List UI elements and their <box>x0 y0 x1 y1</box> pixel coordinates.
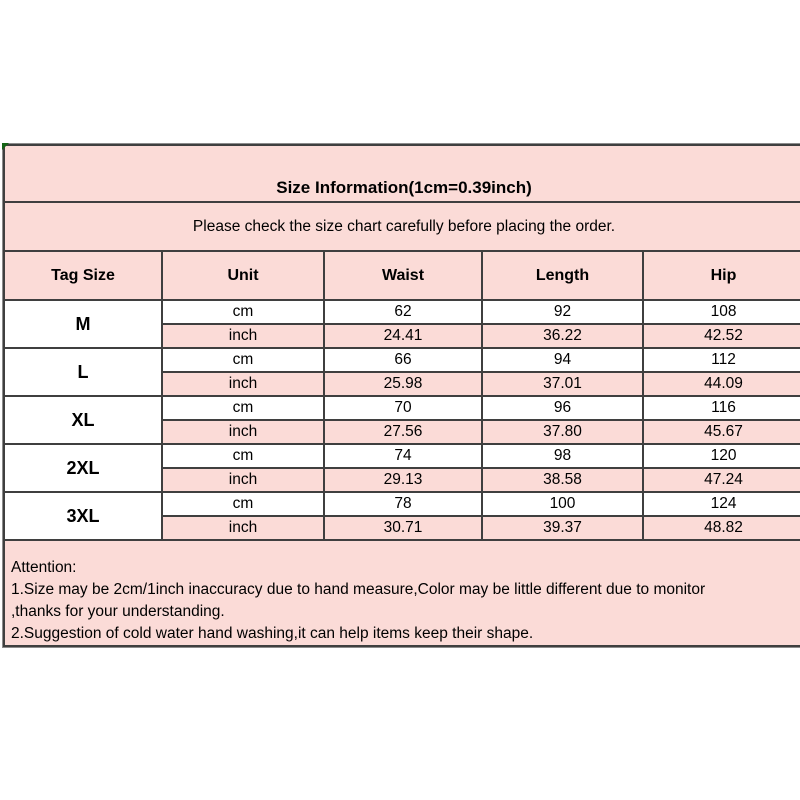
green-corner-marker-icon <box>2 143 9 150</box>
column-header-waist: Waist <box>324 251 482 300</box>
measurement-cell: 24.41 <box>324 324 482 348</box>
title-row <box>4 145 800 202</box>
unit-cell: inch <box>162 516 324 540</box>
table-row-2xl-cm <box>4 444 800 468</box>
measurement-cell: 124 <box>643 492 800 516</box>
unit-cell: inch <box>162 372 324 396</box>
measurement-cell: 116 <box>643 396 800 420</box>
unit-cell: cm <box>162 444 324 468</box>
unit-cell: inch <box>162 420 324 444</box>
unit-cell: cm <box>162 396 324 420</box>
measurement-cell: 48.82 <box>643 516 800 540</box>
measurement-cell: 94 <box>482 348 643 372</box>
measurement-cell: 108 <box>643 300 800 324</box>
measurement-cell: 30.71 <box>324 516 482 540</box>
measurement-cell: 92 <box>482 300 643 324</box>
measurement-cell: 25.98 <box>324 372 482 396</box>
tag-size-cell: 2XL <box>4 444 162 492</box>
table-row-l-cm <box>4 348 800 372</box>
attention-line-2: ,thanks for your understanding. <box>11 603 225 620</box>
measurement-cell: 45.67 <box>643 420 800 444</box>
unit-cell: inch <box>162 324 324 348</box>
subtitle-row <box>4 202 800 251</box>
measurement-cell: 37.80 <box>482 420 643 444</box>
size-chart-table <box>3 144 800 647</box>
measurement-cell: 96 <box>482 396 643 420</box>
measurement-cell: 100 <box>482 492 643 516</box>
measurement-cell: 66 <box>324 348 482 372</box>
column-header-unit: Unit <box>162 251 324 300</box>
size-chart-title: Size Information(1cm=0.39inch) <box>4 145 800 202</box>
column-header-length: Length <box>482 251 643 300</box>
measurement-cell: 62 <box>324 300 482 324</box>
measurement-cell: 27.56 <box>324 420 482 444</box>
column-header-hip: Hip <box>643 251 800 300</box>
attention-line-1: 1.Size may be 2cm/1inch inaccuracy due to hand measure,Color may be little different due to monitor <box>11 581 706 598</box>
measurement-cell: 74 <box>324 444 482 468</box>
column-header-tag-size: Tag Size <box>4 251 162 300</box>
measurement-cell: 37.01 <box>482 372 643 396</box>
measurement-cell: 42.52 <box>643 324 800 348</box>
tag-size-cell: L <box>4 348 162 396</box>
attention-heading: Attention: <box>11 559 77 576</box>
attention-line-3: 2.Suggestion of cold water hand washing,it can help items keep their shape. <box>11 625 534 642</box>
measurement-cell: 38.58 <box>482 468 643 492</box>
tag-size-cell: XL <box>4 396 162 444</box>
measurement-cell: 29.13 <box>324 468 482 492</box>
measurement-cell: 98 <box>482 444 643 468</box>
table-row-xl-cm <box>4 396 800 420</box>
attention-note <box>4 540 800 646</box>
table-row-3xl-cm <box>4 492 800 516</box>
tag-size-cell: M <box>4 300 162 348</box>
unit-cell: cm <box>162 492 324 516</box>
size-chart <box>2 143 800 648</box>
unit-cell: cm <box>162 348 324 372</box>
measurement-cell: 47.24 <box>643 468 800 492</box>
measurement-cell: 120 <box>643 444 800 468</box>
tag-size-cell: 3XL <box>4 492 162 540</box>
measurement-cell: 44.09 <box>643 372 800 396</box>
measurement-cell: 78 <box>324 492 482 516</box>
measurement-cell: 70 <box>324 396 482 420</box>
attention-row <box>4 540 800 646</box>
header-row <box>4 251 800 300</box>
measurement-cell: 112 <box>643 348 800 372</box>
measurement-cell: 36.22 <box>482 324 643 348</box>
table-row-m-cm <box>4 300 800 324</box>
unit-cell: inch <box>162 468 324 492</box>
measurement-cell: 39.37 <box>482 516 643 540</box>
unit-cell: cm <box>162 300 324 324</box>
size-chart-subtitle: Please check the size chart carefully before placing the order. <box>4 202 800 251</box>
